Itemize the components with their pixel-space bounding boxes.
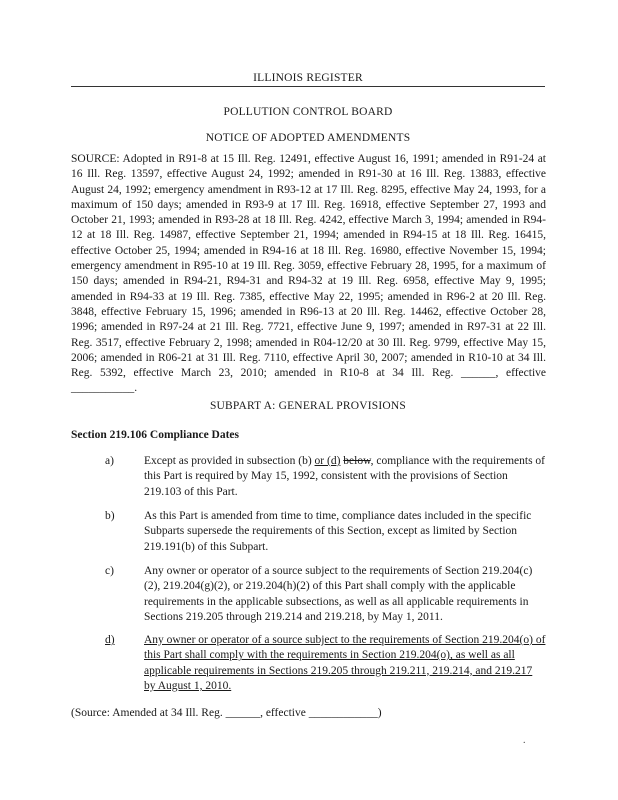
subsection-label: a) xyxy=(105,455,114,467)
subsection-text: Any owner or operator of a source subject to the requirements of Section 219.204(o) of this Part shall comply with the requirements in Section 219.204(o), as well as all applicable requirements in Sections 219.205 through 219.211, 219.214, and 219.217 by August 1, 2010. xyxy=(144,634,546,692)
subpart-title: SUBPART A: GENERAL PROVISIONS xyxy=(209,400,407,412)
register-title: ILLINOIS REGISTER xyxy=(253,72,363,84)
subsection-label: d) xyxy=(105,634,115,646)
header-rule xyxy=(71,86,545,87)
subsection-label: b) xyxy=(105,510,115,522)
subsection-text: Any owner or operator of a source subject to the requirements of Section 219.204(c)(2), 219.204(g)(2), or 219.204(h)(2) of this Part shall comply with the applicable requirements in the applicable subsections, as well as all applicable requirements in Sections 219.205 through 219.214 and 219.218, by May 1, 2011. xyxy=(144,565,533,623)
source-amendment-note: (Source: Amended at 34 Ill. Reg. ______, effective ____________) xyxy=(71,707,382,719)
source-note: SOURCE: Adopted in R91-8 at 15 Ill. Reg. 12491, effective August 16, 1991; amended in R91-24 at 16 Ill. Reg. 13597, effective August 24, 1992; amended in R91-30 at 16 Ill. Reg. 13883, effective August 24, 1992; emergency amendment in R93-12 at 17 Ill. Reg. 8295, effective May 24, 1993, for a maximum of 150 days; amended in R93-9 at 17 Ill. Reg. 16918, effective September 27, 1993 and October 21, 1993; amended in R93-28 at 18 Ill. Reg. 4242, effective March 3, 1994; amended in R94-12 at 18 Ill. Reg. 14987, effective September 21, 1994; amended in R94-15 at 18 Ill. Reg. 16415, effective October 25, 1994; amended in R94-16 at 18 Ill. Reg. 16980, effective November 15, 1994; emergency amendment in R95-10 at 19 Ill. Reg. 3059, effective February 28, 1995, for a maximum of 150 days; amended in R94-21, R94-31 and R94-32 at 19 Ill. Reg. 6958, effective May 9, 1995; amended in R94-33 at 19 Ill. Reg. 7385, effective May 22, 1995; amended in R96-2 at 20 Ill. Reg. 3848, effective February 15, 1996; amended in R96-13 at 20 Ill. Reg. 14462, effective October 28, 1996; amended in R97-24 at 21 Ill. Reg. 7721, effective June 9, 1997; amended in R97-31 at 22 Ill. Reg. 3517, effective February 2, 1998; amended in R04-12/20 at 30 Ill. Reg. 9799, effective May 15, 2006; amended in R06-21 at 31 Ill. Reg. 7110, effective April 30, 2007; amended in R10-10 at 34 Ill. Reg. 5392, effective March 23, 2010; amended in R10-8 at 34 Ill. Reg. ______, effective ___________. xyxy=(71,153,546,395)
notice-title: NOTICE OF ADOPTED AMENDMENTS xyxy=(205,132,411,144)
section-heading: Section 219.106 Compliance Dates xyxy=(71,429,240,441)
subsection-text: As this Part is amended from time to time, compliance dates included in the specific Subparts supersede the requirements of this Section, except as limited by Section 219.191(b) of this Subpart. xyxy=(144,510,532,553)
deleted-text: below xyxy=(343,455,371,467)
subsection-label: c) xyxy=(105,565,114,577)
page-mark: . xyxy=(523,735,526,746)
inserted-text: or (d) xyxy=(314,455,341,467)
subsection-text: Except as provided in subsection (b) or (d) below, compliance with the requirements of this Part is required by May 15, 1992, consistent with the provisions of Section 219.103 of this Part. xyxy=(144,455,546,498)
agency-title: POLLUTION CONTROL BOARD xyxy=(223,106,393,118)
